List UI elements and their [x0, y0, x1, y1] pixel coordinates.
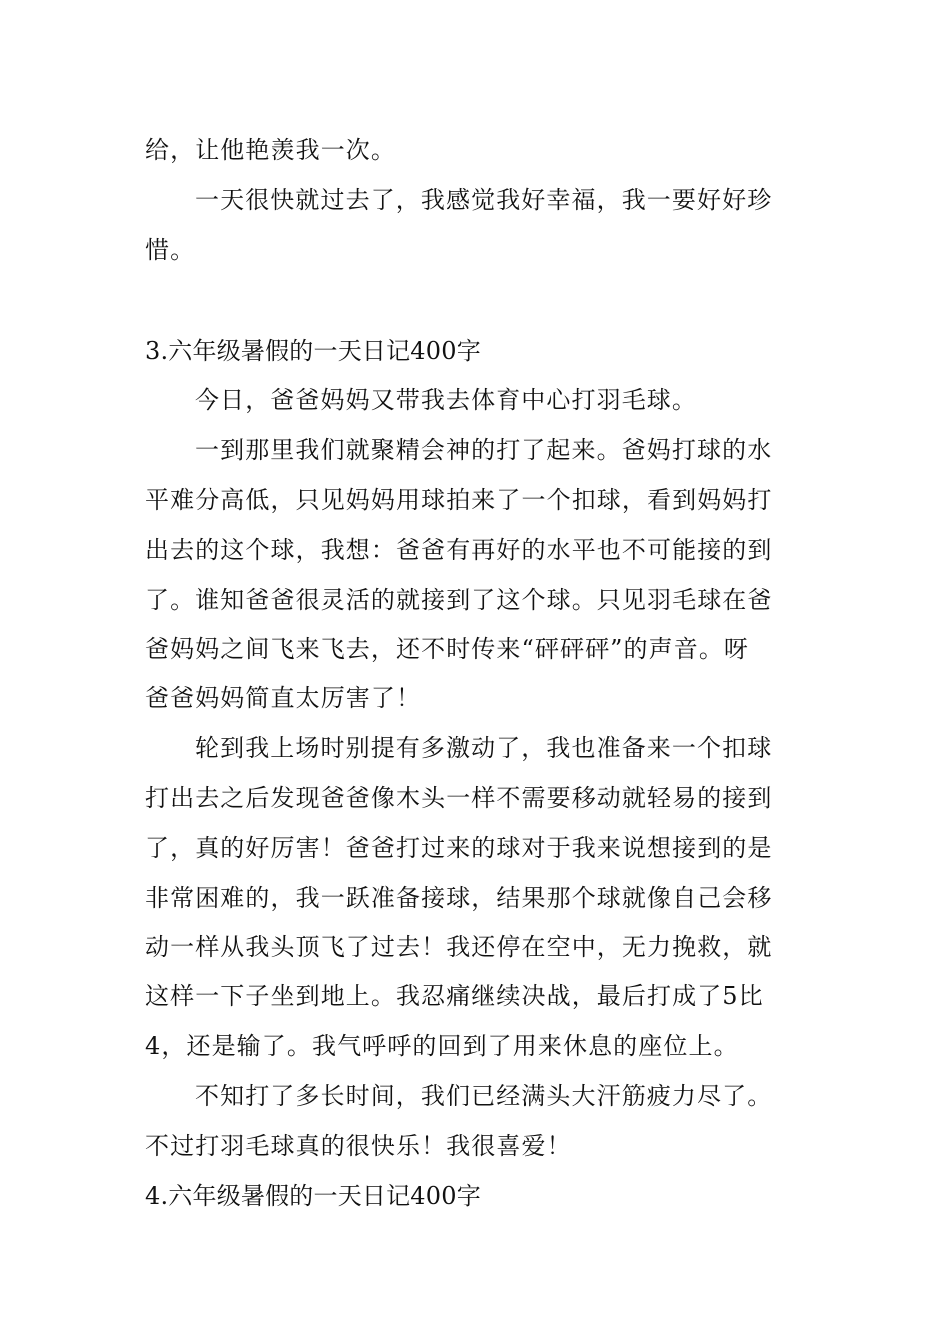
text-line: 了，真的好厉害！爸爸打过来的球对于我来说想接到的是 [145, 834, 773, 862]
section-heading: 4.六年级暑假的一天日记400字 [145, 1182, 481, 1210]
text-line: 平难分高低，只见妈妈用球拍来了一个扣球，看到妈妈打 [145, 486, 773, 514]
section-heading: 3.六年级暑假的一天日记400字 [145, 337, 481, 365]
text-line: 今日，爸爸妈妈又带我去体育中心打羽毛球。 [195, 386, 697, 414]
text-line: 4，还是输了。我气呼呼的回到了用来休息的座位上。 [145, 1032, 739, 1060]
text-line: 出去的这个球，我想：爸爸有再好的水平也不可能接的到 [145, 536, 773, 564]
text-line: 动一样从我头顶飞了过去！我还停在空中，无力挽救，就 [145, 933, 773, 961]
text-line: 不过打羽毛球真的很快乐！我很喜爱！ [145, 1132, 572, 1160]
text-line: 这样一下子坐到地上。我忍痛继续决战，最后打成了5比 [145, 982, 764, 1010]
text-line: 非常困难的，我一跃准备接球，结果那个球就像自己会移 [145, 884, 773, 912]
text-line: 给，让他艳羡我一次。 [145, 136, 396, 164]
text-line: 轮到我上场时别提有多激动了，我也准备来一个扣球 [195, 734, 773, 762]
text-line: 一到那里我们就聚精会神的打了起来。爸妈打球的水 [195, 436, 773, 464]
text-line: 不知打了多长时间，我们已经满头大汗筋疲力尽了。 [195, 1082, 773, 1110]
text-line: 了。谁知爸爸很灵活的就接到了这个球。只见羽毛球在爸 [145, 586, 773, 614]
text-line: 打出去之后发现爸爸像木头一样不需要移动就轻易的接到 [145, 784, 773, 812]
text-line: 爸爸妈妈简直太厉害了！ [145, 684, 422, 712]
text-line: 一天很快就过去了，我感觉我好幸福，我一要好好珍 [195, 186, 773, 214]
text-line: 惜。 [145, 236, 196, 264]
text-line: 爸妈妈之间飞来飞去，还不时传来“砰砰砰”的声音。呀 [145, 635, 750, 663]
